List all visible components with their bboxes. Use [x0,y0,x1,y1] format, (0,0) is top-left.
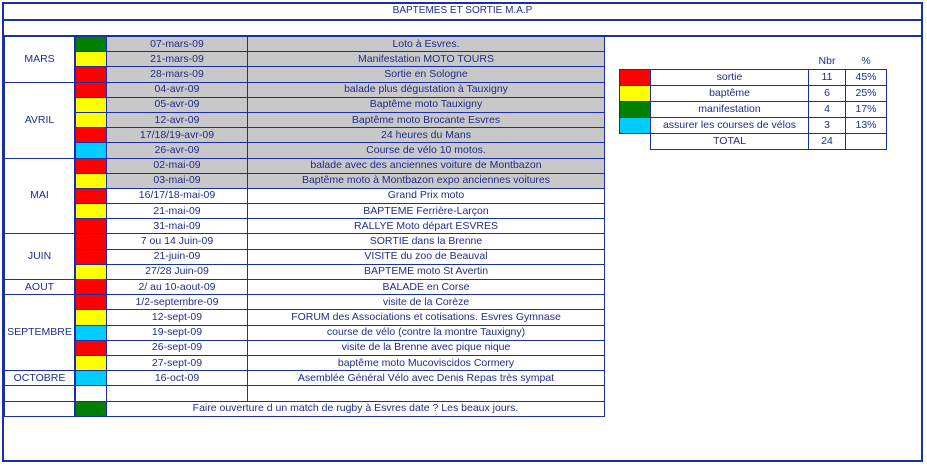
category-swatch [75,82,107,97]
event-date: 7 ou 14 Juin-09 [107,234,248,249]
event-description: 24 heures du Mans [248,128,605,143]
event-date: 27-sept-09 [107,355,248,370]
schedule-row [5,37,605,52]
event-description: visite de la Brenne avec pique nique [248,340,605,355]
category-swatch [75,249,107,264]
legend-percent: 17% [846,102,887,118]
legend-row [620,86,887,102]
schedule-row [5,219,605,234]
category-swatch [75,112,107,127]
category-swatch [75,52,107,67]
event-description: Sortie en Sologne [248,67,605,82]
event-date: 07-mars-09 [107,37,248,52]
legend-total-label: TOTAL [651,134,809,150]
category-swatch [75,158,107,173]
sheet-title: BAPTEMES ET SORTIE M.A.P [4,4,921,21]
legend-label: manifestation [651,102,809,118]
event-date: 03-mai-09 [107,173,248,188]
schedule-row [5,310,605,325]
legend-count: 4 [809,102,846,118]
schedule-row [5,234,605,249]
category-swatch [75,204,107,219]
event-description: course de vélo (contre la montre Tauxigny) [248,325,605,340]
category-swatch [75,310,107,325]
event-date: 16/17/18-mai-09 [107,188,248,203]
legend-row [620,70,887,86]
event-description: visite de la Corèze [248,295,605,310]
schedule-row [5,340,605,355]
category-swatch [75,143,107,158]
month-label: MARS [5,37,76,83]
event-description: Asemblée Général Vélo avec Denis Repas très sympat [248,371,605,386]
month-label: MAI [5,158,76,234]
event-description: balade plus dégustation à Tauxigny [248,82,605,97]
category-swatch [75,371,107,386]
legend-row [620,118,887,134]
category-swatch [75,234,107,249]
event-description: Manifestation MOTO TOURS [248,52,605,67]
schedule-row [5,52,605,67]
event-description: Baptême moto Tauxigny [248,97,605,112]
schedule-table [4,36,605,417]
schedule-row [5,264,605,279]
event-description: FORUM des Associations et cotisations. Esvres Gymnase [248,310,605,325]
legend-label: baptême [651,86,809,102]
event-date: 17/18/19-avr-09 [107,128,248,143]
schedule-row [5,204,605,219]
schedule-row [5,128,605,143]
event-date: 26-avr-09 [107,143,248,158]
legend-count: 3 [809,118,846,134]
legend-row [620,102,887,118]
legend-header-row [620,54,887,70]
event-date: 05-avr-09 [107,97,248,112]
event-date: 2/ au 10-aout-09 [107,280,248,295]
legend-count: 6 [809,86,846,102]
legend-percent: 25% [846,86,887,102]
category-swatch [75,355,107,370]
schedule-row [5,143,605,158]
legend-label: assurer les courses de vélos [651,118,809,134]
schedule-row [5,371,605,386]
schedule-row [5,188,605,203]
legend-pct-header: % [861,55,871,67]
legend-percent: 13% [846,118,887,134]
event-description: balade avec des anciennes voiture de Montbazon [248,158,605,173]
legend-percent: 45% [846,70,887,86]
event-date: 27/28 Juin-09 [107,264,248,279]
event-description: BALADE en Corse [248,280,605,295]
month-label: JUIN [5,234,76,280]
event-date: 16-oct-09 [107,371,248,386]
schedule-row [5,97,605,112]
category-swatch [75,325,107,340]
event-date: 21-mars-09 [107,52,248,67]
schedule-row [5,173,605,188]
category-swatch [75,295,107,310]
schedule-row [5,67,605,82]
event-description: baptême moto Mucoviscidos Cormery [248,355,605,370]
category-swatch [75,401,107,416]
event-date: 21-juin-09 [107,249,248,264]
legend-label: sortie [651,70,809,86]
event-description: Grand Prix moto [248,188,605,203]
legend-total-count: 24 [809,134,846,150]
category-swatch [75,340,107,355]
month-label: OCTOBRE [5,371,76,386]
schedule-row [5,295,605,310]
event-date: 04-avr-09 [107,82,248,97]
category-swatch [75,219,107,234]
footer-note: Faire ouverture d un match de rugby à Esvres date ? Les beaux jours. [107,401,605,416]
category-swatch [75,37,107,52]
legend-swatch [620,118,651,134]
footer-note-row [5,401,605,416]
legend-nbr-header: Nbr [818,55,836,67]
event-date: 12-avr-09 [107,112,248,127]
event-date: 26-sept-09 [107,340,248,355]
legend-swatch [620,86,651,102]
month-label: AOUT [5,280,76,295]
event-description: BAPTEME moto St Avertin [248,264,605,279]
legend-table [619,54,887,150]
legend-swatch [620,70,651,86]
schedule-row [5,82,605,97]
schedule-row [5,355,605,370]
schedule-row [5,249,605,264]
event-date: 1/2-septembre-09 [107,295,248,310]
legend-total-row [620,134,887,150]
category-swatch [75,67,107,82]
event-date: 12-sept-09 [107,310,248,325]
event-date: 19-sept-09 [107,325,248,340]
event-description: BAPTEME Ferrière-Larçon [248,204,605,219]
event-date: 31-mai-09 [107,219,248,234]
category-swatch [75,128,107,143]
category-swatch [75,264,107,279]
legend-count: 11 [809,70,846,86]
event-description: RALLYE Moto départ ESVRES [248,219,605,234]
month-label: SEPTEMBRE [5,295,76,371]
category-swatch [75,188,107,203]
category-swatch [75,97,107,112]
schedule-row [5,112,605,127]
schedule-row [5,280,605,295]
category-swatch [75,280,107,295]
schedule-row [5,158,605,173]
event-description: SORTIE dans la Brenne [248,234,605,249]
empty-row [5,386,605,401]
event-description: Baptême moto à Montbazon expo anciennes voitures [248,173,605,188]
header-band [4,21,921,37]
event-description: Loto à Esvres. [248,37,605,52]
event-date: 21-mai-09 [107,204,248,219]
event-date: 02-mai-09 [107,158,248,173]
event-description: VISITE du zoo de Beauval [248,249,605,264]
month-label: AVRIL [5,82,76,158]
event-description: Baptême moto Brocante Esvres [248,112,605,127]
category-swatch [75,173,107,188]
legend-swatch [620,102,651,118]
event-date: 28-mars-09 [107,67,248,82]
schedule-row [5,325,605,340]
event-description: Course de vélo 10 motos. [248,143,605,158]
